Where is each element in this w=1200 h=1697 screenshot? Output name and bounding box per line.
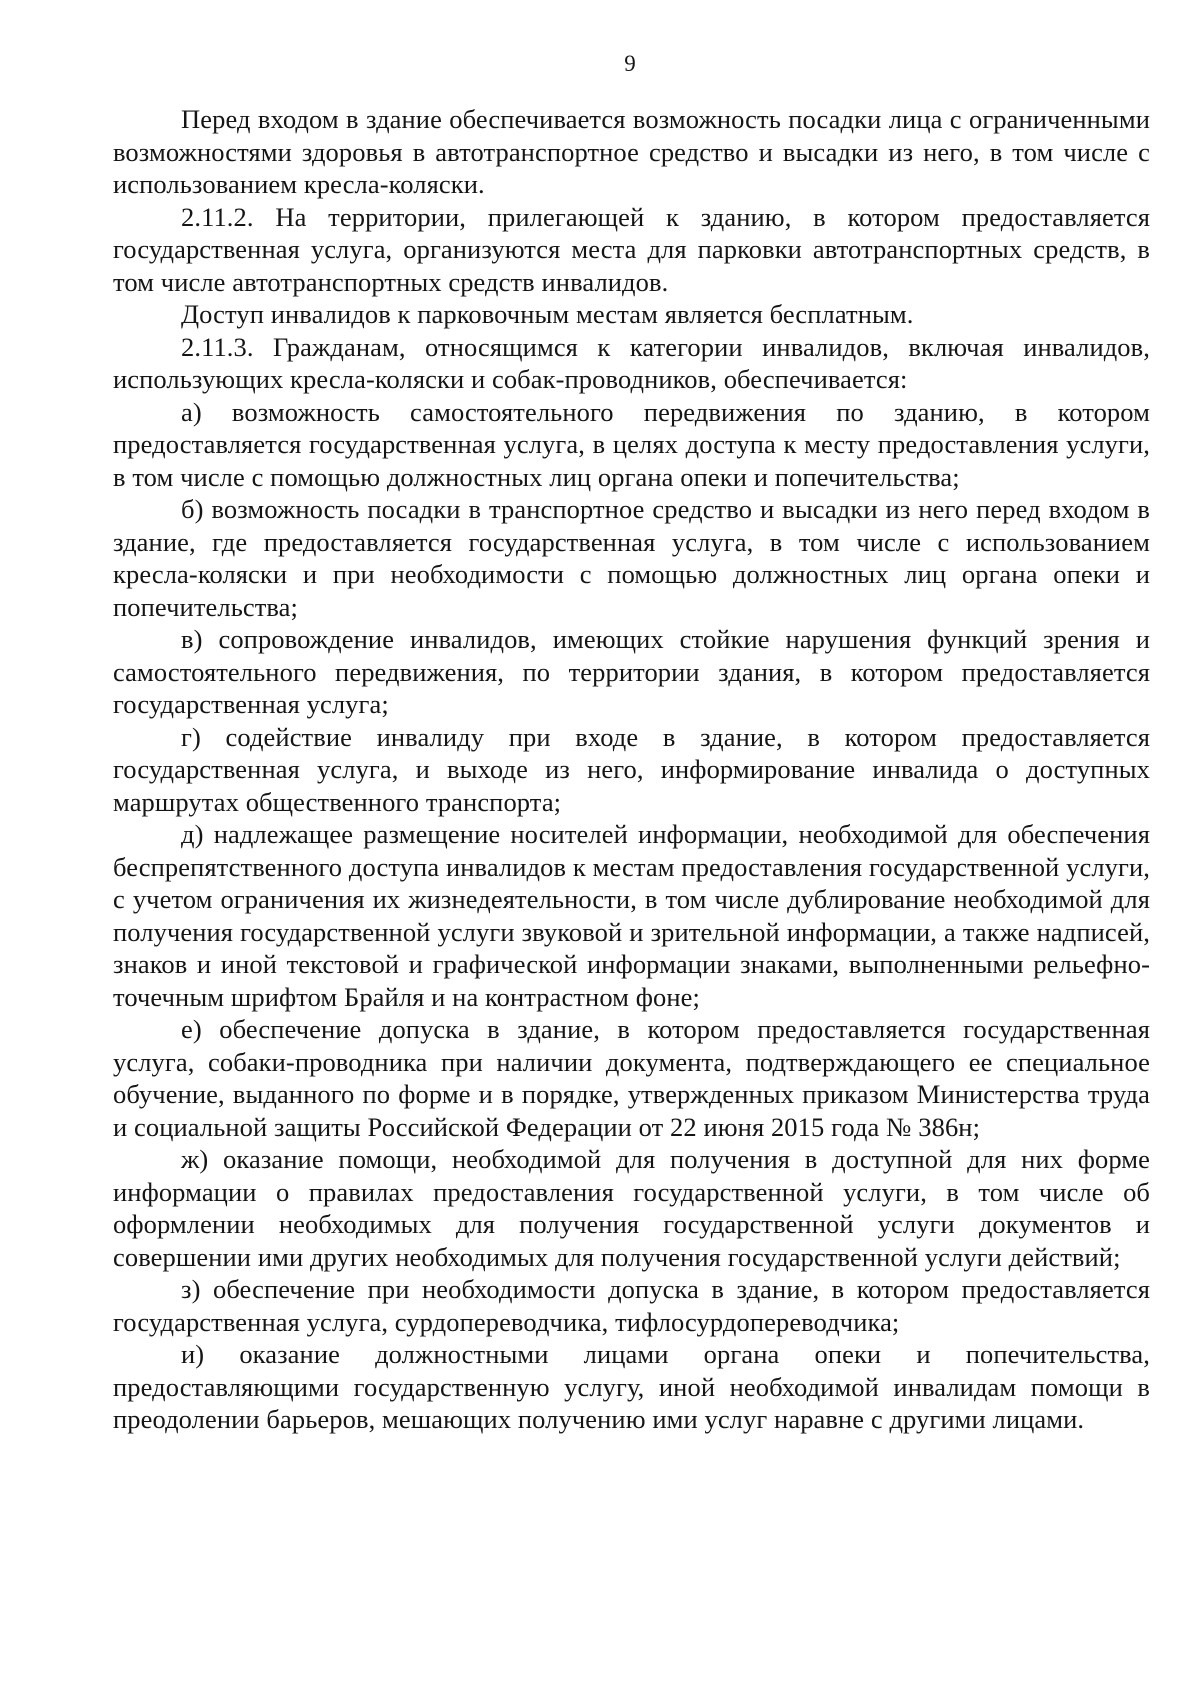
paragraph-free-parking-access: Доступ инвалидов к парковочным местам является бесплатным. (181, 299, 914, 329)
document-body (113, 103, 1150, 1436)
paragraph-boarding-before-entrance: Перед входом в здание обеспечивается возможность посадки лица с ограниченными возможностями здоровья в автотранспортное средство и высадки из него, в том числе с использованием кресла-коляски. (113, 104, 1150, 199)
list-item-d: д) надлежащее размещение носителей информации, необходимой для обеспечения беспрепятственного доступа инвалидов к местам предоставления государственной услуги, с учетом ограничения их жизнедеятельности, в том числе дублирование необходимой для получения государственной услуги звуковой и зрительной информации, а также надписей, знаков и иной текстовой и графической информации знаками, выполненными рельефно-точечным шрифтом Брайля и на контрастном фоне; (113, 819, 1150, 1012)
paragraph-2-11-2-parking: 2.11.2. На территории, прилегающей к зданию, в котором предоставляется государственная услуга, организуются места для парковки автотранспортных средств, в том числе автотранспортных средств инвалидов. (113, 201, 1150, 297)
list-item-i: и) оказание должностными лицами органа опеки и попечительства, предоставляющими государственную услугу, иной необходимой инвалидам помощи в преодолении барьеров, мешающих получению ими услуг наравне с другими лицами. (113, 1339, 1150, 1434)
list-item-v: в) сопровождение инвалидов, имеющих стойкие нарушения функций зрения и самостоятельного передвижения, по территории здания, в котором предоставляется государственная услуга; (113, 624, 1150, 719)
list-item-zh: ж) оказание помощи, необходимой для получения в доступной для них форме информации о правилах предоставления государственной услуги, в том числе об оформлении необходимых для получения государственной услуги документов и совершении ими других необходимых для получения государственной услуги действий; (113, 1144, 1150, 1272)
list-item-e: е) обеспечение допуска в здание, в котором предоставляется государственная услуга, собаки-проводника при наличии документа, подтверждающего ее специальное обучение, выданного по форме и в порядке, утвержденных приказом Министерства труда и социальной защиты Российской Федерации от 22 июня 2015 года № 386н; (113, 1014, 1150, 1142)
list-item-g: г) содействие инвалиду при входе в здание, в котором предоставляется государственная услуга, и выходе из него, информирование инвалида о доступных маршрутах общественного транспорта; (113, 721, 1150, 817)
page-number: 9 (624, 51, 636, 76)
paragraph-2-11-3-intro: 2.11.3. Гражданам, относящимся к категории инвалидов, включая инвалидов, использующих кресла-коляски и собак-проводников, обеспечивается: (113, 331, 1150, 394)
list-item-z: з) обеспечение при необходимости допуска в здание, в котором предоставляется государственная услуга, сурдопереводчика, тифлосурдопереводчика; (113, 1274, 1150, 1337)
list-item-b: б) возможность посадки в транспортное средство и высадки из него перед входом в здание, где предоставляется государственная услуга, в том числе с использованием кресла-коляски и при необходимости с помощью должностных лиц органа опеки и попечительства; (113, 494, 1150, 622)
list-item-a: а) возможность самостоятельного передвижения по зданию, в котором предоставляется государственная услуга, в целях доступа к месту предоставления услуги, в том числе с помощью должностных лиц органа опеки и попечительства; (113, 396, 1150, 492)
